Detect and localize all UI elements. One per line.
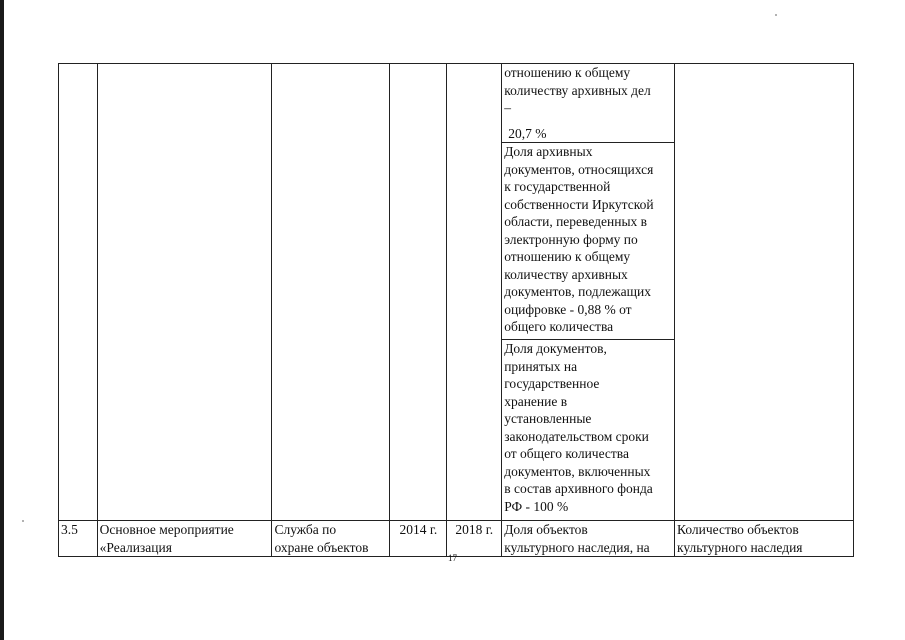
indicator-3-text: Доля документов, принятых на государственное хранение в установленные законодательством сроки от общего количества документов, включенных в состав архивного фонда РФ - 100 % bbox=[504, 341, 653, 514]
scan-speck bbox=[22, 520, 24, 522]
indicator-cell-3 bbox=[502, 340, 675, 521]
cell-number-empty bbox=[59, 64, 98, 521]
executor: Служба по охране объектов bbox=[272, 521, 390, 557]
row-number: 3.5 bbox=[59, 521, 98, 557]
scan-speck bbox=[775, 14, 777, 16]
measures-table bbox=[58, 63, 854, 557]
cell-executor-empty bbox=[272, 64, 390, 521]
table-row-3-5 bbox=[59, 521, 854, 557]
expected-result: Количество объектов культурного наследия bbox=[675, 521, 854, 557]
start-year: 2014 г. bbox=[390, 521, 447, 557]
indicator: Доля объектов культурного наследия, на bbox=[502, 521, 675, 557]
cell-end-empty bbox=[447, 64, 502, 521]
scan-left-edge bbox=[0, 0, 4, 640]
indicator-1-value: 20,7 % bbox=[508, 125, 547, 141]
cell-name-empty bbox=[97, 64, 272, 521]
cell-result-empty bbox=[675, 64, 854, 521]
end-year: 2018 г. bbox=[447, 521, 502, 557]
cell-start-empty bbox=[390, 64, 447, 521]
continued-row-part-1 bbox=[59, 64, 854, 143]
page-number: 17 bbox=[448, 553, 457, 563]
indicator-2-text: Доля архивных документов, относящихся к государственной собственности Иркутской области, переведенных в электронную форму по отношению к общему количеству архивных документов, подлежащих оцифровке - 0,88 % от общего количества bbox=[504, 144, 654, 334]
measure-name: Основное мероприятие «Реализация bbox=[97, 521, 272, 557]
indicator-cell-1 bbox=[502, 64, 675, 143]
indicator-1-text: отношению к общему количеству архивных дел – 20,7 % bbox=[504, 64, 672, 142]
indicator-cell-2 bbox=[502, 143, 675, 340]
